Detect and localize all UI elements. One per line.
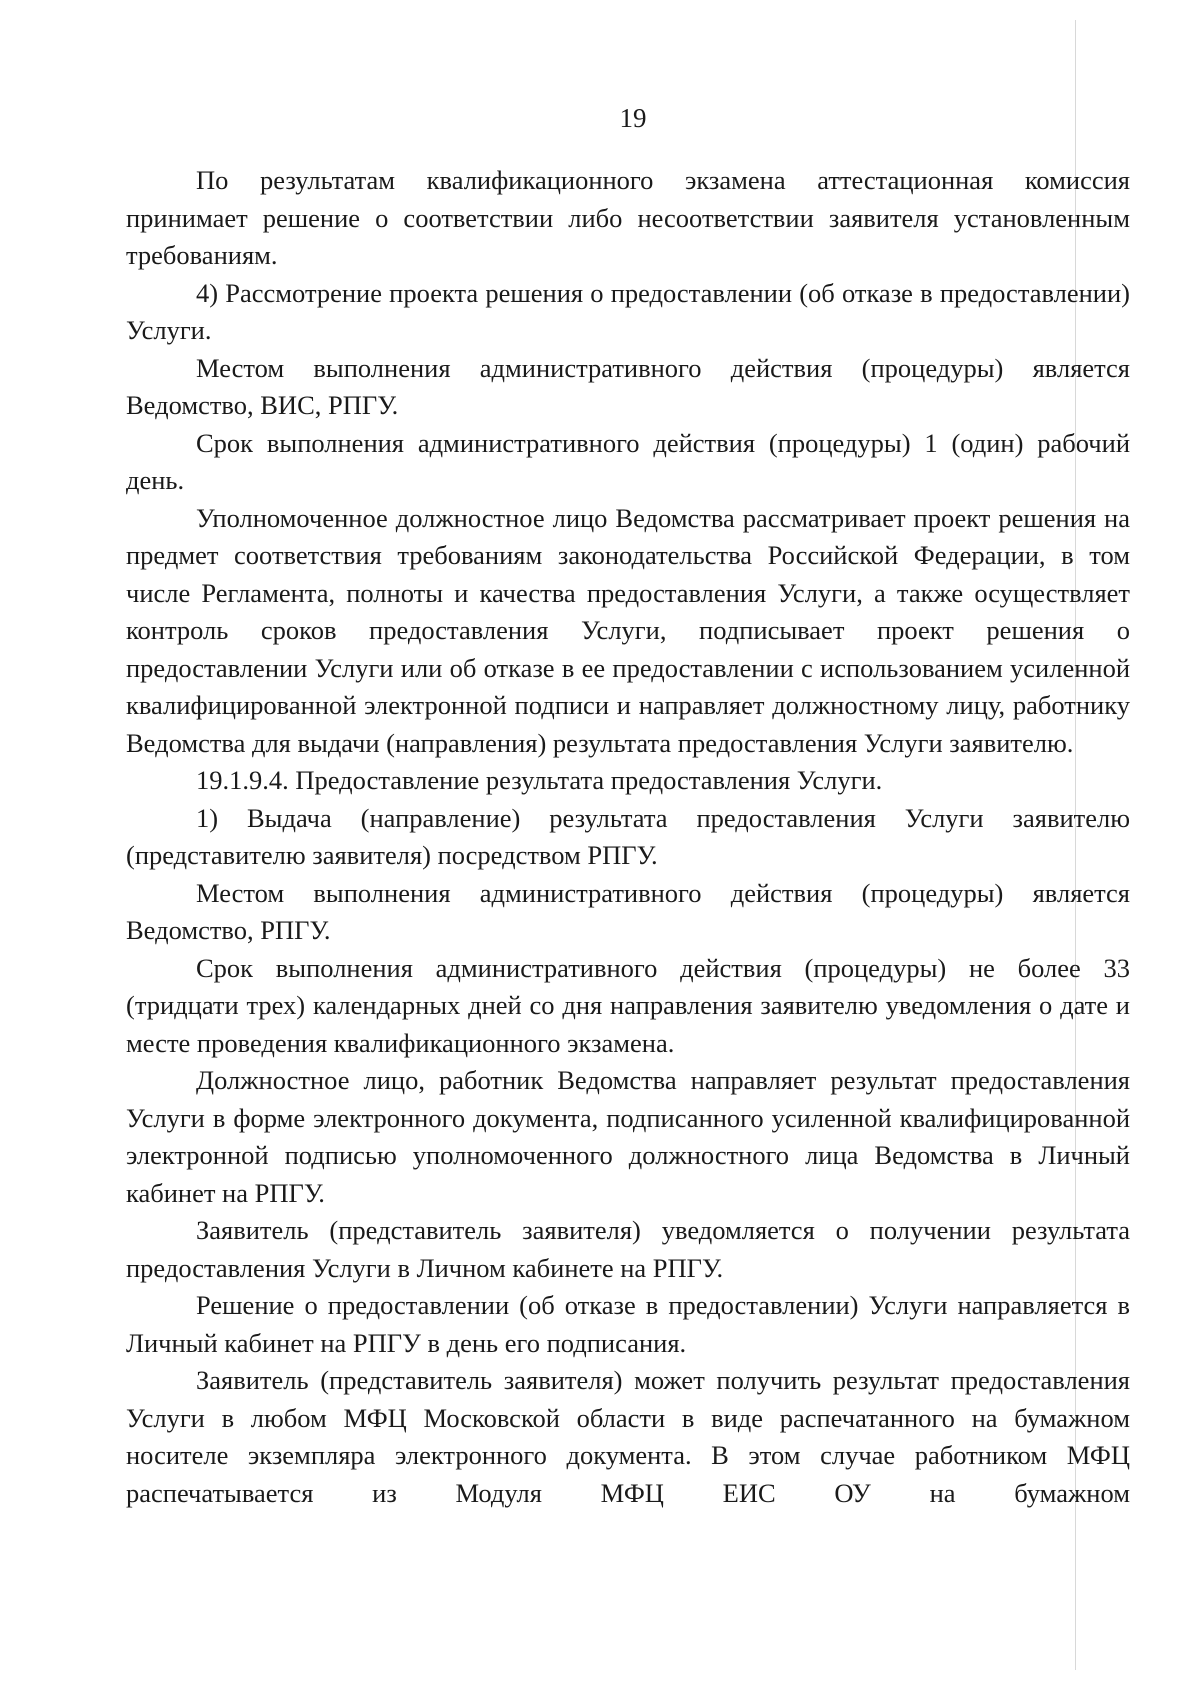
document-body	[126, 162, 1130, 1512]
page-number: 19	[619, 103, 647, 133]
paragraph-action-term: Срок выполнения административного действия (процедуры) 1 (один) рабочий день.	[126, 427, 1130, 495]
paragraph-issuance-via-rpgu: 1) Выдача (направление) результата предоставления Услуги заявителю (представителю заявителя) посредством РПГУ.	[126, 802, 1130, 870]
paragraph-applicant-notified: Заявитель (представитель заявителя) уведомляется о получении результата предоставления Услуги в Личном кабинете на РПГУ.	[126, 1215, 1130, 1283]
section-heading-19-1-9-4: 19.1.9.4. Предоставление результата предоставления Услуги.	[196, 765, 883, 795]
paragraph-place-of-action-2: Местом выполнения административного действия (процедуры) является Ведомство, РПГУ.	[126, 877, 1130, 945]
paragraph-mfc-printout: Заявитель (представитель заявителя) может получить результат предоставления Услуги в любом МФЦ Московской области в виде распечатанного на бумажном носителе экземпляра электронного документа. В этом случае работником МФЦ распечатывается из Модуля МФЦ ЕИС ОУ на бумажном	[126, 1365, 1130, 1508]
paragraph-action-term-2: Срок выполнения административного действия (процедуры) не более 33 (тридцати трех) календарных дней со дня направления заявителю уведомления о дате и месте проведения квалификационного экзамена.	[126, 952, 1130, 1058]
paragraph-exam-decision: По результатам квалификационного экзамена аттестационная комиссия принимает решение о соответствии либо несоответствии заявителя установленным требованиям.	[126, 165, 1130, 270]
paragraph-official-sends-result: Должностное лицо, работник Ведомства направляет результат предоставления Услуги в форме электронного документа, подписанного усиленной квалифицированной электронной подписью уполномоченного должностного лица Ведомства в Личный кабинет на РПГУ.	[126, 1065, 1130, 1208]
paragraph-review-draft: 4) Рассмотрение проекта решения о предоставлении (об отказе в предоставлении) Услуги.	[126, 277, 1130, 345]
paragraph-authorized-official: Уполномоченное должностное лицо Ведомства рассматривает проект решения на предмет соответствия требованиям законодательства Российской Федерации, в том числе Регламента, полноты и качества предоставления Услуги, а также осуществляет контроль сроков предоставления Услуги, подписывает проект решения о предоставлении Услуги или об отказе в ее предоставлении с использованием усиленной квалифицированной электронной подписи и направляет должностному лицу, работнику Ведомства для выдачи (направления) результата предоставления Услуги заявителю.	[126, 502, 1130, 758]
paragraph-decision-sent: Решение о предоставлении (об отказе в предоставлении) Услуги направляется в Личный кабинет на РПГУ в день его подписания.	[126, 1290, 1130, 1358]
paragraph-place-of-action: Местом выполнения административного действия (процедуры) является Ведомство, ВИС, РПГУ.	[126, 352, 1130, 420]
